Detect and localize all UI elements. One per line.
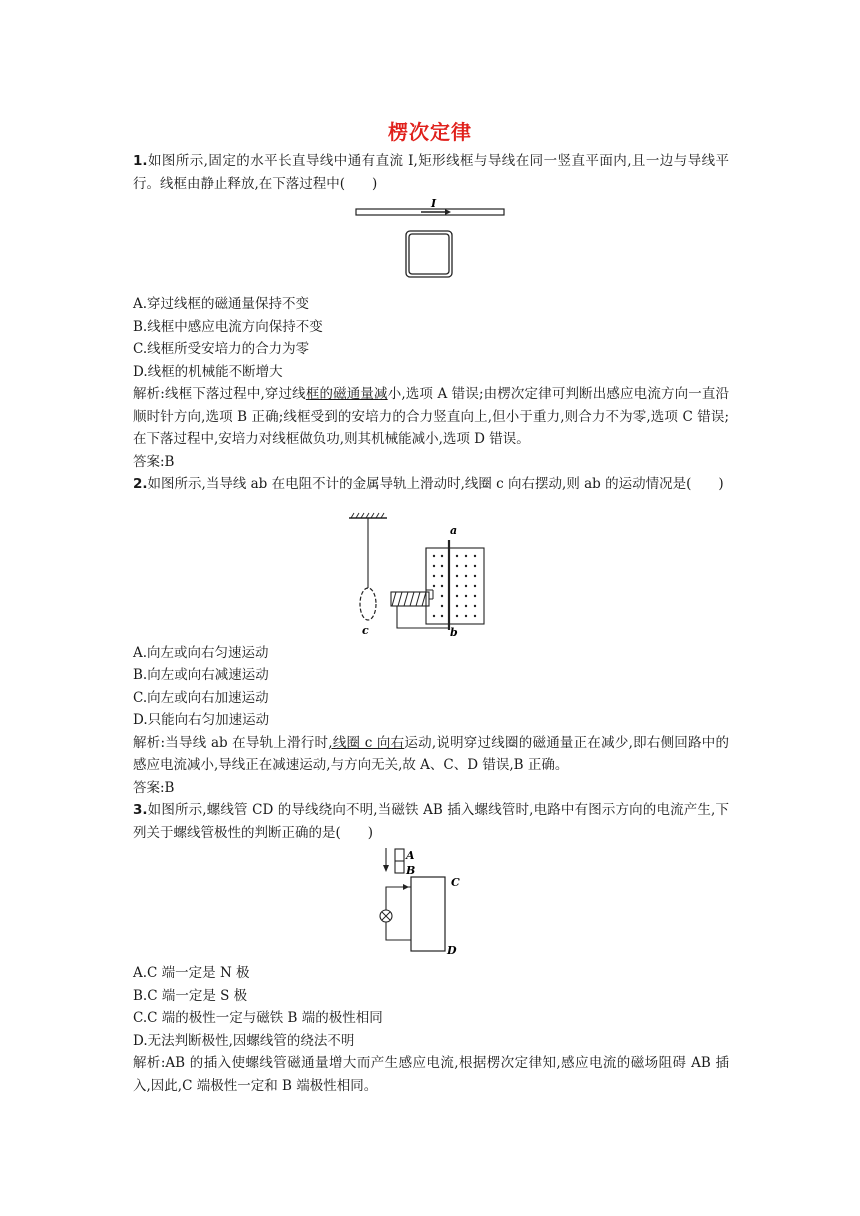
analysis-text: 解析:当导线 ab 在导轨上滑行时 [133, 734, 329, 751]
question-3-number: 3. [133, 802, 148, 818]
question-2 [133, 473, 729, 799]
question-1-option-b: B.线框中感应电流方向保持不变 [133, 318, 323, 335]
coil-c [360, 588, 376, 620]
analysis-text: 运动,说明穿过线圈的磁通量正在减少,即右侧回路中的感应电流减小,导线正在减速运动,与方向无关,故 A、C、D 错误,B 正确。 [133, 734, 729, 773]
current-direction-arrow [403, 884, 409, 890]
analysis-text: 解析:线框下落过程中,穿过线 [133, 386, 306, 402]
circuit-wire-top [386, 887, 411, 910]
question-2-stem [133, 473, 729, 496]
question-2-option-a: A.向左或向右匀速运动 [133, 644, 269, 661]
question-1 [133, 150, 729, 473]
label-A: A [406, 849, 415, 862]
label-D: D [447, 944, 457, 957]
question-3-option-b: B.C 端一定是 S 极 [133, 987, 248, 1004]
question-1-option-c: C.线框所受安培力的合力为零 [133, 341, 310, 357]
rail-bottom-wire [397, 606, 449, 628]
question-2-answer: 答案:B [133, 779, 175, 796]
analysis-underlined-text: ,线圈 c 向右 [328, 734, 405, 751]
rectangular-frame-inner [409, 234, 449, 274]
question-1-number: 1. [133, 153, 148, 169]
question-3-option-c: C.C 端的极性一定与磁铁 B 端的极性相同 [133, 1010, 383, 1026]
document-content [133, 150, 729, 1097]
question-1-text: 如图所示,固定的水平长直导线中通有直流 I,矩形线框与导线在同一竖直平面内,且一边与导线平行。线框由静止释放,在下落过程中( ) [133, 153, 729, 192]
question-2-option-d: D.只能向右匀加速运动 [133, 712, 270, 728]
question-3-option-d: D.无法判断极性,因螺线管的绕法不明 [133, 1032, 355, 1049]
current-label: I [431, 199, 437, 210]
label-a: a [450, 523, 458, 537]
rail-top-wire [426, 548, 449, 590]
solenoid [391, 592, 429, 606]
question-3-text: 如图所示,螺线管 CD 的导线绕向不明,当磁铁 AB 插入螺线管时,电路中有图示方向的电流产生,下列关于螺线管极性的判断正确的是( ) [133, 802, 729, 841]
label-b: b [450, 625, 458, 636]
question-2-figure [341, 510, 521, 636]
question-3-figure [376, 846, 486, 958]
label-c: c [362, 623, 369, 636]
magnetic-field-dots [433, 554, 476, 616]
question-2-option-b: B.向左或向右减速运动 [133, 667, 269, 683]
page-title: 楞次定律 [388, 120, 472, 144]
label-C: C [451, 876, 460, 889]
analysis-underlined-text: 框的磁通量减 [305, 386, 388, 402]
question-1-answer: 答案:B [133, 453, 175, 470]
circuit-wire-bottom [386, 922, 411, 940]
question-1-option-d: D.线框的机械能不断增大 [133, 363, 283, 380]
insertion-arrow-head [383, 865, 389, 872]
question-2-option-c: C.向左或向右加速运动 [133, 689, 269, 706]
analysis-text: 小,选项 A 错误;由楞次定律可判断出感应电流方向一直沿顺时针方向,选项 B 正确;线框受到的安培力的合力竖直向上,但小于重力,则合力不为零,选项 C 错误;在下落过程中,安培力对线框做负功,则其机械能减小,选项 D 错误。 [133, 386, 730, 447]
question-3-analysis: 解析:AB 的插入使螺线管磁通量增大而产生感应电流,根据楞次定律知,感应电流的磁场阻碍 AB 插入,因此,C 端极性一定和 B 端极性相同。 [133, 1055, 729, 1094]
question-2-number: 2. [133, 476, 148, 492]
label-B: B [406, 864, 416, 877]
question-3 [133, 799, 729, 1097]
rectangular-frame-outer [406, 231, 452, 277]
question-2-text: 如图所示,当导线 ab 在电阻不计的金属导轨上滑动时,线圈 c 向右摆动,则 ab 的运动情况是( ) [147, 476, 724, 492]
solenoid-CD [411, 877, 445, 951]
question-2-analysis [133, 732, 729, 777]
current-arrow-head [445, 209, 451, 215]
question-1-figure [351, 199, 511, 287]
wire-and-frame-diagram [351, 199, 511, 287]
solenoid-windings [392, 592, 426, 606]
question-3-stem [133, 799, 729, 844]
rail-and-coil-diagram [341, 510, 521, 636]
question-1-stem [133, 150, 729, 195]
solenoid-magnet-diagram [376, 846, 486, 958]
question-3-option-a: A.C 端一定是 N 极 [133, 965, 250, 981]
ceiling-hatch [351, 513, 384, 518]
question-1-option-a: A.穿过线框的磁通量保持不变 [133, 296, 310, 312]
question-1-analysis [133, 383, 729, 451]
